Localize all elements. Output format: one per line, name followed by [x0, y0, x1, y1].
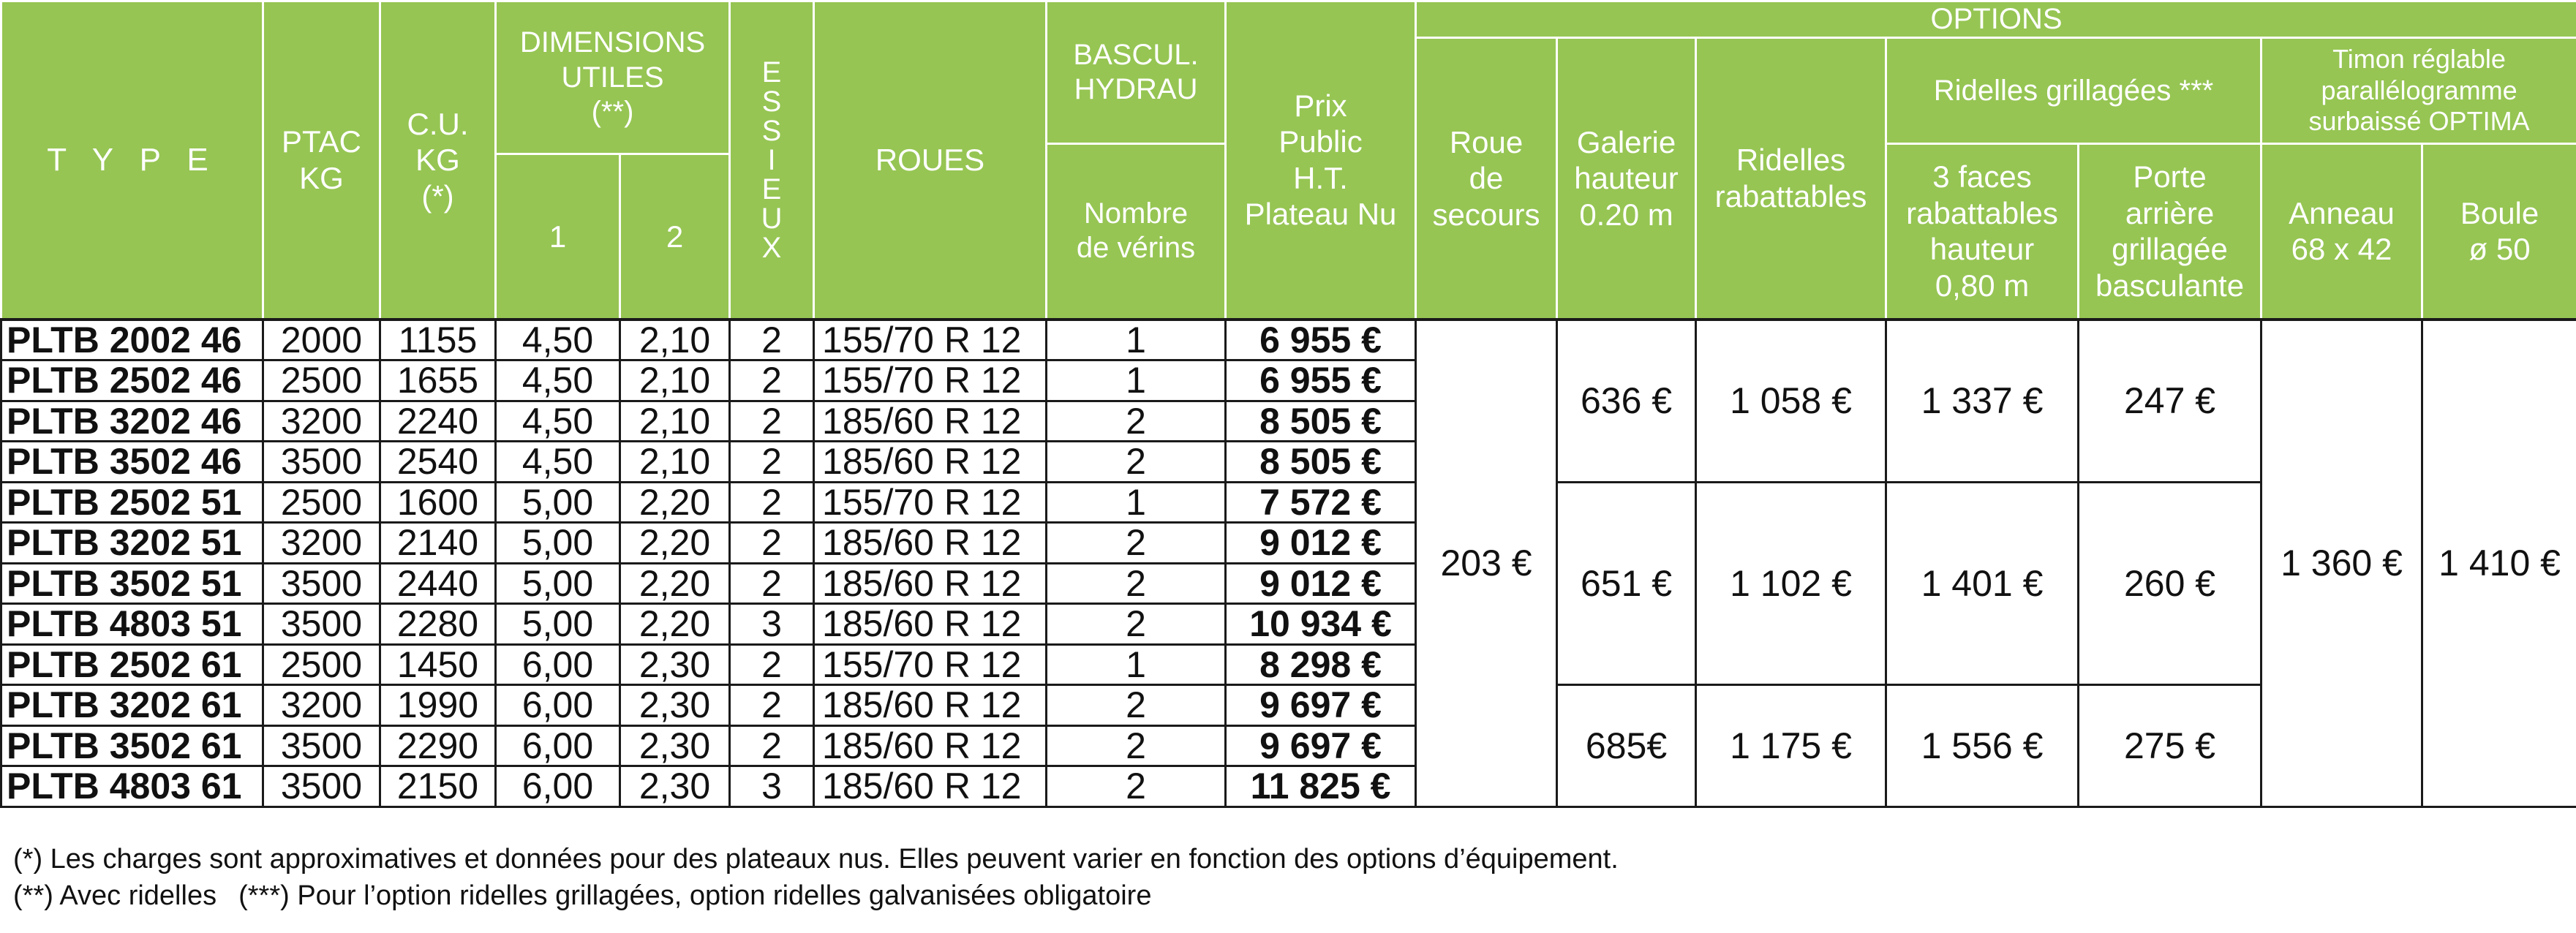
cell-ptac: 3200 — [263, 685, 380, 726]
cell-dim2: 2,10 — [620, 320, 730, 360]
cell-dim1: 6,00 — [496, 725, 620, 766]
cell-roues: 185/60 R 12 — [814, 401, 1047, 442]
cell-roues: 185/60 R 12 — [814, 766, 1047, 807]
cell-essieux: 2 — [730, 442, 814, 483]
cell-prix: 6 955 € — [1226, 360, 1416, 401]
cell-ptac: 2500 — [263, 644, 380, 685]
header-dim-2: 2 — [620, 154, 730, 320]
cell-verins: 2 — [1047, 604, 1226, 645]
cell-ptac: 3500 — [263, 563, 380, 604]
cell-cu: 2140 — [380, 523, 496, 564]
option-ridelles-rabattables: 1 175 € — [1696, 685, 1886, 807]
header-type: T Y P E — [1, 1, 263, 320]
cell-dim2: 2,20 — [620, 482, 730, 523]
header-roues: ROUES — [814, 1, 1047, 320]
header-anneau: Anneau 68 x 42 — [2261, 144, 2422, 320]
cell-ptac: 3200 — [263, 401, 380, 442]
cell-ptac: 2500 — [263, 360, 380, 401]
header-verins: Nombre de vérins — [1047, 144, 1226, 320]
cell-roues: 155/70 R 12 — [814, 644, 1047, 685]
cell-ptac: 3500 — [263, 604, 380, 645]
header-porte-arriere: Porte arrière grillagée basculante — [2079, 144, 2261, 320]
cell-prix: 8 505 € — [1226, 442, 1416, 483]
cell-type: PLTB 3502 61 — [1, 725, 263, 766]
option-anneau: 1 360 € — [2261, 320, 2422, 807]
footnotes — [13, 841, 1619, 914]
cell-essieux: 3 — [730, 604, 814, 645]
header-roue-secours: Roue de secours — [1416, 38, 1557, 320]
cell-ptac: 2500 — [263, 482, 380, 523]
cell-prix: 8 298 € — [1226, 644, 1416, 685]
cell-type: PLTB 4803 51 — [1, 604, 263, 645]
cell-verins: 2 — [1047, 563, 1226, 604]
cell-cu: 2150 — [380, 766, 496, 807]
cell-cu: 2280 — [380, 604, 496, 645]
cell-type: PLTB 3202 46 — [1, 401, 263, 442]
cell-prix: 9 697 € — [1226, 685, 1416, 726]
cell-prix: 10 934 € — [1226, 604, 1416, 645]
cell-cu: 1655 — [380, 360, 496, 401]
cell-ptac: 3500 — [263, 766, 380, 807]
cell-dim1: 5,00 — [496, 563, 620, 604]
header-trois-faces: 3 faces rabattables hauteur 0,80 m — [1886, 144, 2079, 320]
cell-verins: 2 — [1047, 523, 1226, 564]
cell-verins: 2 — [1047, 685, 1226, 726]
header-prix: Prix Public H.T. Plateau Nu — [1226, 1, 1416, 320]
cell-type: PLTB 2502 61 — [1, 644, 263, 685]
option-trois-faces: 1 401 € — [1886, 482, 2079, 685]
cell-dim1: 6,00 — [496, 685, 620, 726]
cell-dim1: 4,50 — [496, 320, 620, 360]
cell-type: PLTB 3202 61 — [1, 685, 263, 726]
cell-prix: 9 012 € — [1226, 563, 1416, 604]
header-options: OPTIONS — [1416, 1, 2576, 38]
cell-essieux: 3 — [730, 766, 814, 807]
header-boule: Boule ø 50 — [2422, 144, 2576, 320]
cell-dim2: 2,20 — [620, 563, 730, 604]
cell-prix: 6 955 € — [1226, 320, 1416, 360]
cell-prix: 11 825 € — [1226, 766, 1416, 807]
cell-dim1: 6,00 — [496, 766, 620, 807]
cell-essieux: 2 — [730, 563, 814, 604]
cell-cu: 1450 — [380, 644, 496, 685]
cell-verins: 1 — [1047, 482, 1226, 523]
header-galerie: Galerie hauteur 0.20 m — [1557, 38, 1696, 320]
cell-type: PLTB 2502 46 — [1, 360, 263, 401]
header-ridelles-rabattables: Ridelles rabattables — [1696, 38, 1886, 320]
footnote-ridelles-grillagees: (***) Pour l’option ridelles grillagées, option ridelles galvanisées obligatoire — [238, 880, 1152, 911]
cell-dim2: 2,30 — [620, 685, 730, 726]
cell-roues: 185/60 R 12 — [814, 725, 1047, 766]
header-cu: C.U. KG (*) — [380, 1, 496, 320]
cell-dim1: 4,50 — [496, 360, 620, 401]
cell-dim1: 5,00 — [496, 482, 620, 523]
cell-essieux: 2 — [730, 482, 814, 523]
cell-dim2: 2,30 — [620, 725, 730, 766]
cell-cu: 1990 — [380, 685, 496, 726]
header-timon: Timon réglable parallélogramme surbaissé OPTIMA — [2261, 38, 2576, 144]
cell-type: PLTB 3502 51 — [1, 563, 263, 604]
option-trois-faces: 1 556 € — [1886, 685, 2079, 807]
cell-dim2: 2,30 — [620, 766, 730, 807]
cell-type: PLTB 4803 61 — [1, 766, 263, 807]
header-ptac: PTAC KG — [263, 1, 380, 320]
cell-verins: 2 — [1047, 442, 1226, 483]
cell-roues: 185/60 R 12 — [814, 685, 1047, 726]
option-porte-arriere: 275 € — [2079, 685, 2261, 807]
header-essieux: E S S I E U X — [730, 1, 814, 320]
cell-dim1: 6,00 — [496, 644, 620, 685]
option-galerie: 651 € — [1557, 482, 1696, 685]
cell-dim1: 4,50 — [496, 442, 620, 483]
cell-essieux: 2 — [730, 401, 814, 442]
footnote-charges: (*) Les charges sont approximatives et données pour des plateaux nus. Elles peuvent varier en fonction des options d’équipement. — [13, 844, 1619, 875]
cell-dim2: 2,30 — [620, 644, 730, 685]
cell-dim2: 2,10 — [620, 442, 730, 483]
cell-dim1: 5,00 — [496, 523, 620, 564]
cell-roues: 185/60 R 12 — [814, 523, 1047, 564]
header-dim-1: 1 — [496, 154, 620, 320]
cell-ptac: 3200 — [263, 523, 380, 564]
cell-prix: 9 697 € — [1226, 725, 1416, 766]
cell-ptac: 2000 — [263, 320, 380, 360]
cell-cu: 1155 — [380, 320, 496, 360]
cell-roues: 185/60 R 12 — [814, 563, 1047, 604]
cell-verins: 1 — [1047, 320, 1226, 360]
footnote-avec-ridelles: (**) Avec ridelles — [13, 880, 217, 911]
cell-cu: 2540 — [380, 442, 496, 483]
header-bascul: BASCUL. HYDRAU — [1047, 1, 1226, 144]
cell-prix: 9 012 € — [1226, 523, 1416, 564]
cell-essieux: 2 — [730, 320, 814, 360]
cell-roues: 155/70 R 12 — [814, 360, 1047, 401]
cell-cu: 2290 — [380, 725, 496, 766]
cell-essieux: 2 — [730, 360, 814, 401]
table-row — [1, 685, 2576, 726]
cell-verins: 2 — [1047, 401, 1226, 442]
cell-dim1: 4,50 — [496, 401, 620, 442]
footnote-ridelles — [13, 877, 1619, 914]
cell-roues: 155/70 R 12 — [814, 320, 1047, 360]
cell-roues: 185/60 R 12 — [814, 442, 1047, 483]
option-ridelles-rabattables: 1 058 € — [1696, 320, 1886, 483]
cell-type: PLTB 2502 51 — [1, 482, 263, 523]
cell-dim1: 5,00 — [496, 604, 620, 645]
option-ridelles-rabattables: 1 102 € — [1696, 482, 1886, 685]
cell-verins: 2 — [1047, 766, 1226, 807]
header-ridelles-grillagees: Ridelles grillagées *** — [1886, 38, 2261, 144]
cell-roues: 185/60 R 12 — [814, 604, 1047, 645]
cell-essieux: 2 — [730, 644, 814, 685]
header-dimensions: DIMENSIONS UTILES (**) — [496, 1, 730, 154]
cell-type: PLTB 2002 46 — [1, 320, 263, 360]
cell-essieux: 2 — [730, 725, 814, 766]
cell-cu: 2440 — [380, 563, 496, 604]
cell-dim2: 2,10 — [620, 401, 730, 442]
option-trois-faces: 1 337 € — [1886, 320, 2079, 483]
cell-cu: 2240 — [380, 401, 496, 442]
cell-dim2: 2,10 — [620, 360, 730, 401]
cell-prix: 8 505 € — [1226, 401, 1416, 442]
option-porte-arriere: 247 € — [2079, 320, 2261, 483]
cell-verins: 2 — [1047, 725, 1226, 766]
cell-essieux: 2 — [730, 685, 814, 726]
option-galerie: 685€ — [1557, 685, 1696, 807]
cell-roues: 155/70 R 12 — [814, 482, 1047, 523]
option-porte-arriere: 260 € — [2079, 482, 2261, 685]
cell-ptac: 3500 — [263, 725, 380, 766]
cell-cu: 1600 — [380, 482, 496, 523]
option-boule: 1 410 € — [2422, 320, 2576, 807]
cell-dim2: 2,20 — [620, 523, 730, 564]
cell-dim2: 2,20 — [620, 604, 730, 645]
table-row — [1, 482, 2576, 523]
cell-prix: 7 572 € — [1226, 482, 1416, 523]
cell-ptac: 3500 — [263, 442, 380, 483]
option-galerie: 636 € — [1557, 320, 1696, 483]
cell-essieux: 2 — [730, 523, 814, 564]
cell-type: PLTB 3202 51 — [1, 523, 263, 564]
cell-verins: 1 — [1047, 644, 1226, 685]
option-roue-secours: 203 € — [1416, 320, 1557, 807]
cell-verins: 1 — [1047, 360, 1226, 401]
cell-type: PLTB 3502 46 — [1, 442, 263, 483]
table-row — [1, 320, 2576, 360]
